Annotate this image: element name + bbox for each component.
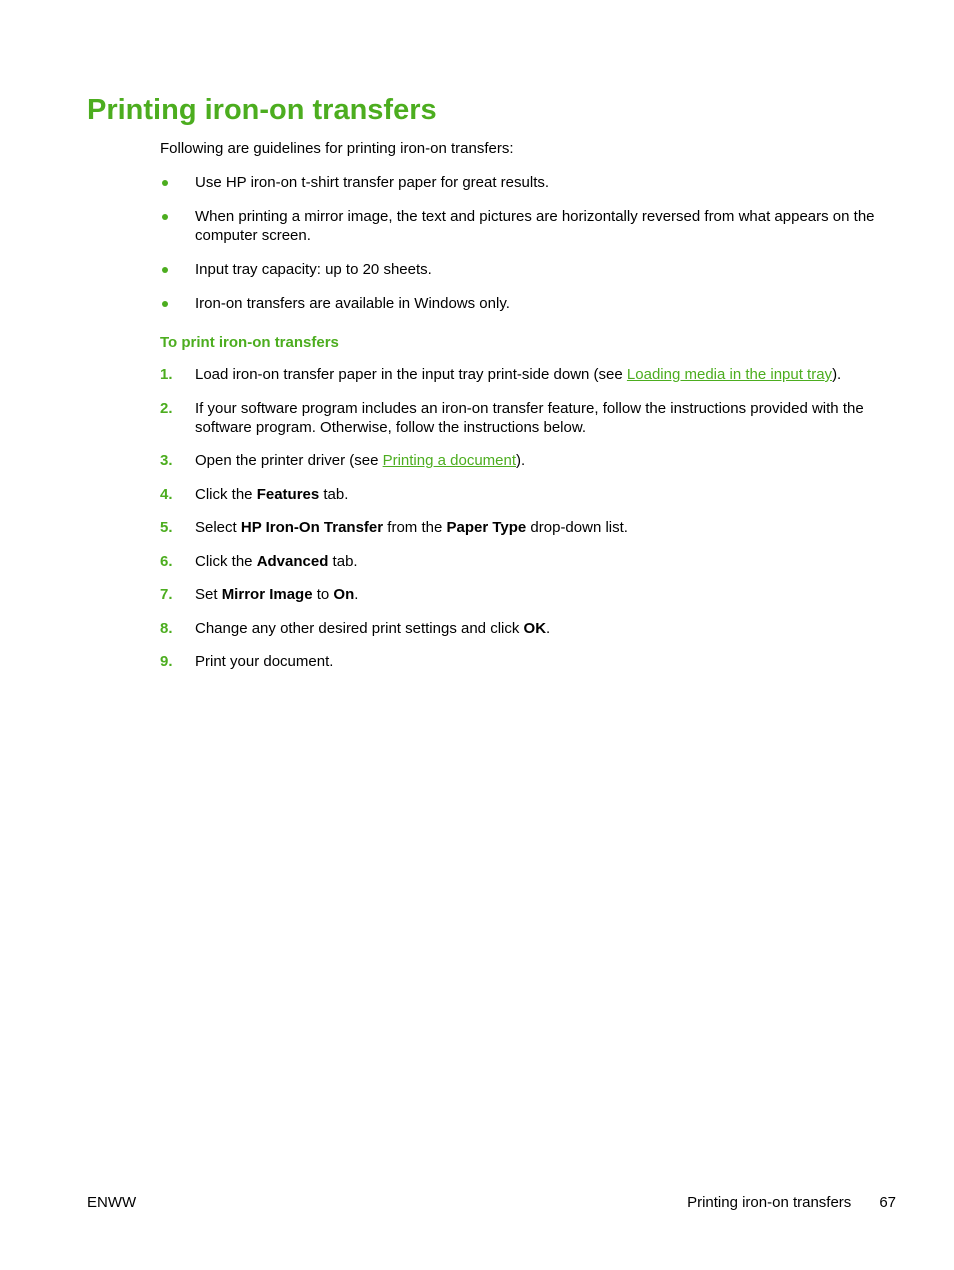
step-item: [160, 399, 890, 437]
bullet-icon: [162, 267, 168, 273]
step-text: Select HP Iron-On Transfer from the Paper Type drop-down list.: [195, 519, 628, 536]
step-text: Change any other desired print settings and click OK.: [195, 619, 551, 637]
step-number: 4.: [160, 485, 173, 503]
step-number: 3.: [160, 452, 173, 469]
page-number: 67: [879, 1194, 896, 1211]
bullet-text: Iron-on transfers are available in Windows only.: [195, 295, 510, 312]
footer-section-title: Printing iron-on transfers: [687, 1194, 852, 1211]
footer-enww: ENWW: [87, 1194, 137, 1211]
step-text: Open the printer driver (see Printing a document).: [195, 452, 526, 469]
loading-media-link[interactable]: Loading media in the input tray: [626, 366, 833, 383]
list-item: [160, 173, 890, 192]
printing-document-link[interactable]: Printing a document: [382, 452, 517, 469]
step-item: [160, 585, 890, 604]
step-text: Print your document.: [195, 653, 334, 670]
step-number: 1.: [160, 366, 173, 383]
step-item: [160, 451, 890, 470]
step-number: 7.: [160, 586, 173, 603]
footer-section: [687, 1193, 896, 1212]
step-number: 8.: [160, 619, 173, 637]
step-text: Click the Features tab.: [195, 485, 349, 503]
procedure-heading: To print iron-on transfers: [160, 334, 339, 351]
step-item: [160, 552, 890, 571]
bullet-icon: [162, 180, 168, 186]
list-item: [160, 207, 890, 245]
step-item: [160, 652, 890, 671]
step-text: Set Mirror Image to On.: [195, 586, 359, 603]
list-item: [160, 260, 890, 279]
bullet-text: When printing a mirror image, the text and pictures are horizontally reversed from what appears on the computer screen.: [195, 208, 875, 244]
step-item: [160, 365, 890, 384]
step-number: 2.: [160, 399, 173, 417]
step-number: 6.: [160, 552, 173, 570]
step-text: Click the Advanced tab.: [195, 552, 358, 570]
list-item: [160, 294, 890, 313]
bullet-text: Use HP iron-on t-shirt transfer paper for great results.: [195, 174, 550, 191]
step-text: Load iron-on transfer paper in the input tray print-side down (see Loading media in the input tray).: [195, 366, 842, 383]
step-number: 9.: [160, 653, 173, 670]
procedure-steps: [160, 365, 890, 686]
step-text: If your software program includes an iron-on transfer feature, follow the instructions provided with the software program. Otherwise, follow the instructions below.: [195, 399, 864, 436]
step-number: 5.: [160, 519, 173, 536]
guidelines-list: [160, 173, 890, 328]
step-item: [160, 619, 890, 638]
bullet-text: Input tray capacity: up to 20 sheets.: [195, 261, 432, 278]
bullet-icon: [162, 214, 168, 220]
step-item: [160, 518, 890, 537]
intro-text: Following are guidelines for printing iron-on transfers:: [160, 140, 514, 157]
bullet-icon: [162, 301, 168, 307]
step-item: [160, 485, 890, 504]
page-title: Printing iron-on transfers: [87, 94, 437, 126]
